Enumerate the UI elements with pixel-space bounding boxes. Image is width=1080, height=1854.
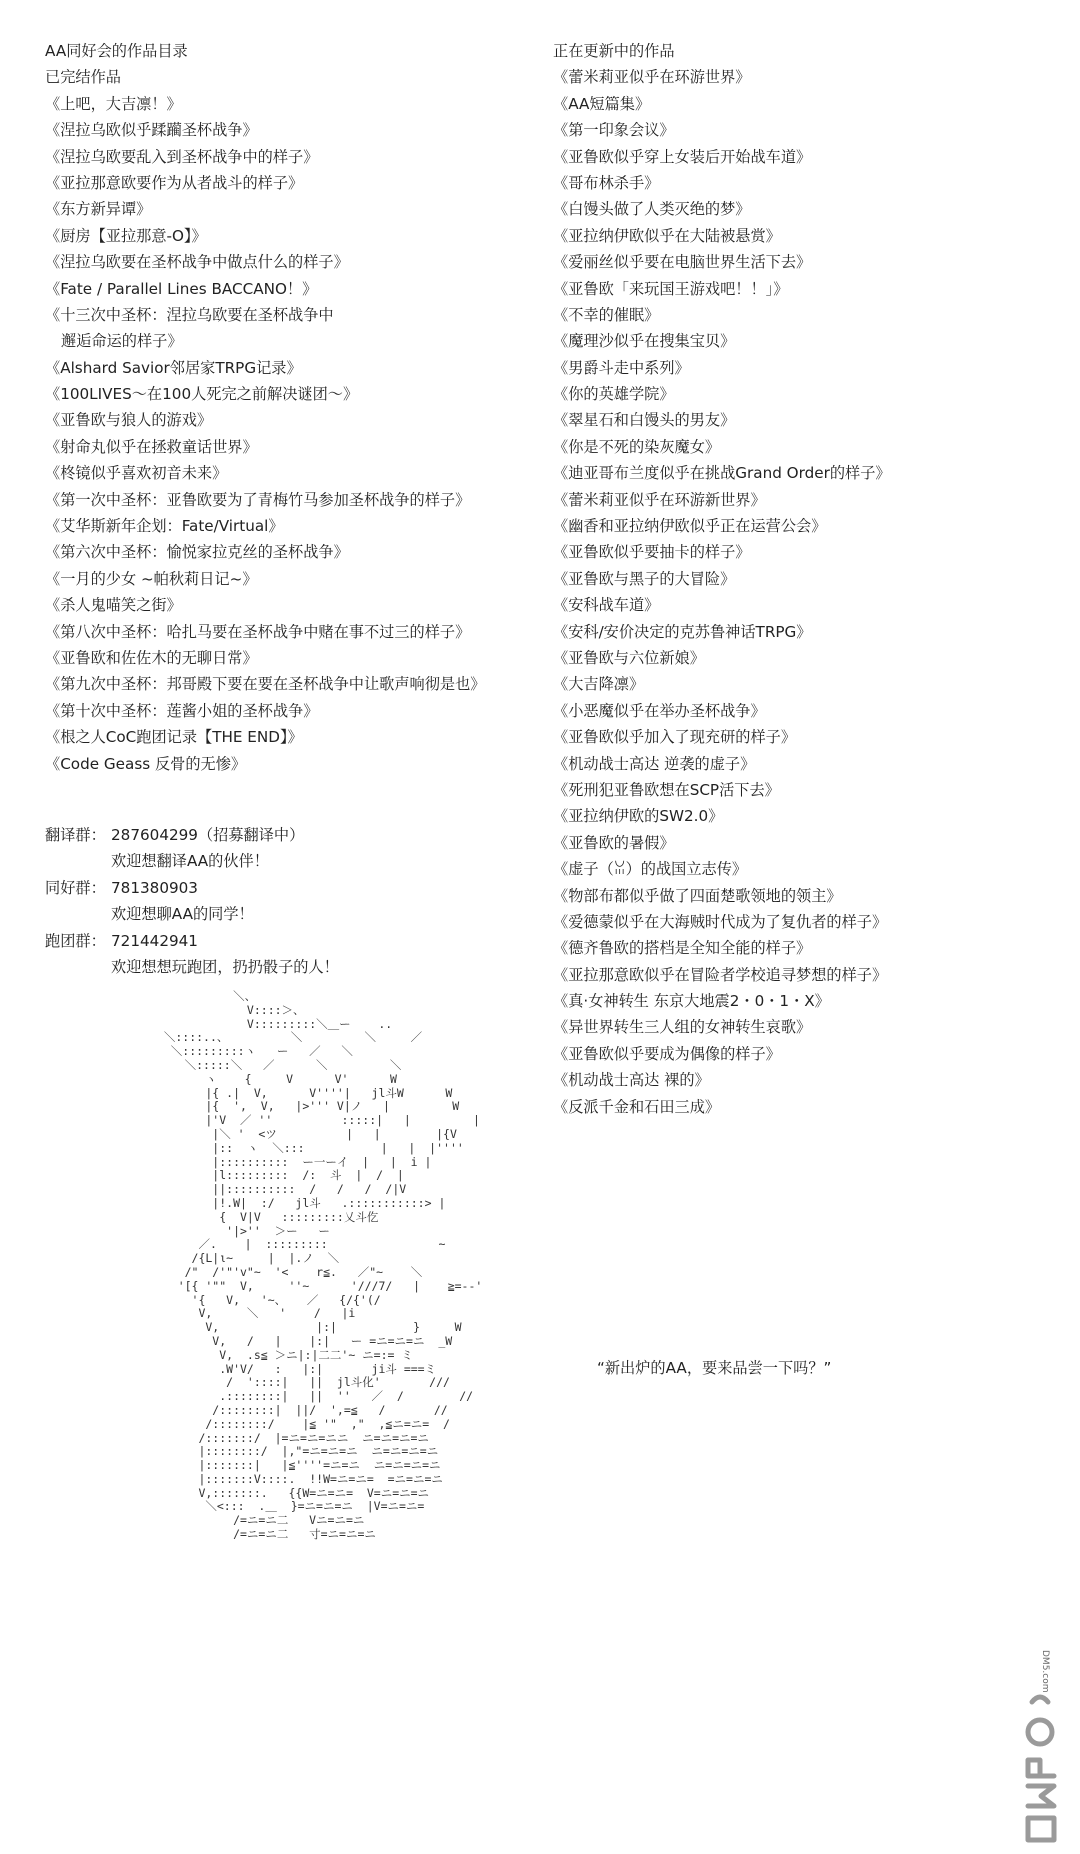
run-group-row [45,928,339,954]
list-item: 《亚鲁欧似乎加入了现充研的样子》 [553,728,796,747]
list-item: 《亚鲁欧与黑子的大冒险》 [553,569,736,588]
group-info [45,822,339,980]
ongoing-header: 正在更新中的作品 [553,42,675,60]
list-item: 《虚子（ꈍ）的战国立志传》 [553,860,748,879]
list-item: 《一月的少女 ~帕秋莉日记~》 [45,569,258,588]
list-item: 《100LIVES～在100人死完之前解决谜团～》 [45,385,359,404]
list-item: 《亚拉纳伊欧的SW2.0》 [553,807,724,826]
list-item: 《不幸的催眠》 [553,305,660,324]
list-item: 《柊镜似乎喜欢初音未来》 [45,464,228,483]
list-item: 《涅拉乌欧要在圣杯战争中做点什么的样子》 [45,253,349,272]
list-item: 《蕾米莉亚似乎在环游世界》 [553,68,751,87]
ascii-art-figure: ＼、 V::::＞、 V:::::::::＼＿ー .. ＼::::..、 ＼ ＼ ／ ＼:::::::::ヽ ー ／ ＼ ＼:::::＼ ／ ＼ ＼ ヽ { V V' W |{ .| V, V''''| jl斗W W |{ ', V, |>''' V|ノ | W |'V ／ '' :::::| | | |＼ ' <ツ | | |{V |:: ヽ ＼::: | | |'''' |:::::::::: ー一ーイ | | i | |l::::::::: /: 斗 | / | ||:::::::::: / / / /|V |!.W| :/ jl斗 .:::::::::::> | { V|V :::::::::乂斗仡 '|>'' ＞ー ー ／. | ::::::::: ~ /{L|ι~ | |.ノ ＼ /" /'"'v"~ '< r≦. ／"~ ＼ '[{ '"" V, ''~ '///7/ | ≧=--' '{ V, '~、 ／ {/{'(/ V, ＼ ' / |i V, |:| } W V, / | |:| ー =ニ=ニ=ニ _W V, .s≦ ＞ニ|:|二二'~ ニ=:= ミ .W'V/ : |:| ji斗 ===ミ / '::::| || jl斗化' /// .::::::::| || '' ／ / // /::::::::| ||/ ',=≦ / // /::::::::/ |≦ '" ," ,≦ニ=ニ= / /:::::::/ |=ニ=ニ=ニニ ニ=ニ=ニ=ニ |::::::::/ |,"=ニ=ニ=ニ ニ=ニ=ニ=ニ |:::::::| |≦''''=ニ=ニ ニ=ニ=ニ=ニ |:::::::V::::. !!W=ニ=ニ= =ニ=ニ=ニ V,:::::::. {{W=ニ=ニ= V=ニ=ニ=ニ ＼<::: .＿ }=ニ=ニ=ニ |V=ニ=ニ= /=ニ=ニ二 Vニ=ニ=ニ /=ニ=ニ二 寸=ニ=ニ=ニ [163,989,483,1542]
list-item: 《亚鲁欧和佐佐木的无聊日常》 [45,648,258,667]
list-item: 《你的英雄学院》 [553,385,675,404]
list-header: AA同好会的作品目录 [45,42,188,60]
list-item: 《涅拉乌欧要乱入到圣杯战争中的样子》 [45,147,319,166]
list-item: 《Code Geass 反骨的无惨》 [45,754,247,773]
list-item: 《上吧，大吉凛！》 [45,94,182,113]
speech-quote: “新出炉的AA，要来品尝一下吗？” [597,1359,832,1377]
list-item: 《亚鲁欧似乎要成为偶像的样子》 [553,1044,781,1063]
completed-works-column [45,38,535,777]
completed-label: 已完结作品 [45,68,121,87]
list-item: 邂逅命运的样子》 [61,332,183,351]
list-item: 《涅拉乌欧似乎蹂躏圣杯战争》 [45,121,258,140]
list-item: 《真·女神转生 东京大地震2・0・1・X》 [553,992,830,1011]
list-item: 《哥布林杀手》 [553,173,660,192]
list-item: 《小恶魔似乎在举办圣杯战争》 [553,701,766,720]
list-item: 《亚鲁欧似乎穿上女装后开始战车道》 [553,147,812,166]
fans-group-label: 同好群： [45,878,106,897]
ongoing-list [553,64,1053,1120]
list-item: 《亚鲁欧与狼人的游戏》 [45,411,213,430]
list-item: 《第六次中圣杯：愉悦家拉克丝的圣杯战争》 [45,543,349,562]
list-item: 《爱丽丝似乎要在电脑世界生活下去》 [553,253,812,272]
watermark-text: DM5.com [1040,1650,1050,1693]
list-item: 《亚鲁欧「来玩国王游戏吧！！」》 [553,279,789,298]
list-item: 《大吉降凛》 [553,675,645,694]
list-item: 《德齐鲁欧的搭档是全知全能的样子》 [553,939,812,958]
list-item: 《反派千金和石田三成》 [553,1097,721,1116]
list-item: 《异世界转生三人组的女神转生哀歌》 [553,1018,812,1037]
list-item: 《安科战车道》 [553,596,660,615]
fans-group-row [45,875,339,901]
list-item: 《亚拉那意欧似乎在冒险者学校追寻梦想的样子》 [553,965,888,984]
list-item: 《东方新异谭》 [45,200,152,219]
list-item: 《第十次中圣杯：莲酱小姐的圣杯战争》 [45,701,319,720]
list-item: 《爱德蒙似乎在大海贼时代成为了复仇者的样子》 [553,912,888,931]
list-item: 《亚鲁欧的暑假》 [553,833,675,852]
list-item: 《幽香和亚拉纳伊欧似乎正在运营公会》 [553,517,827,536]
list-item: 《第九次中圣杯：邦哥殿下要在要在圣杯战争中让歌声响彻是也》 [45,675,486,694]
list-item: 《亚拉纳伊欧似乎在大陆被悬赏》 [553,226,781,245]
list-item: 《AA短篇集》 [553,94,651,113]
list-item: 《第八次中圣杯：哈扎马要在圣杯战争中赌在事不过三的样子》 [45,622,471,641]
fans-group-number: 781380903 [111,878,198,897]
list-item: 《亚拉那意欧要作为从者战斗的样子》 [45,173,304,192]
list-item: 《安科/安价决定的克苏鲁神话TRPG》 [553,622,812,641]
list-item: 《第一次中圣杯：亚鲁欧要为了青梅竹马参加圣杯战争的样子》 [45,490,471,509]
list-item: 《第一印象会议》 [553,121,675,140]
list-item: 《亚鲁欧与六位新娘》 [553,648,705,667]
list-item: 《亚鲁欧似乎要抽卡的样子》 [553,543,751,562]
list-item: 《迪亚哥布兰度似乎在挑战Grand Order的样子》 [553,464,891,483]
list-item: 《杀人鬼喵笑之街》 [45,596,182,615]
list-item: 《射命丸似乎在拯救童话世界》 [45,437,258,456]
list-item: 《物部布都似乎做了四面楚歌领地的领主》 [553,886,842,905]
translate-group-note: 欢迎想翻译AA的伙伴！ [111,852,269,871]
run-group-number: 721442941 [111,931,198,950]
list-item: 《根之人CoC跑团记录【THE END】》 [45,728,303,747]
list-item: 《艾华斯新年企划：Fate/Virtual》 [45,517,284,536]
list-item: 《蕾米莉亚似乎在环游新世界》 [553,490,766,509]
fans-group-note: 欢迎想聊AA的同学！ [111,905,254,924]
list-item: 《男爵斗走中系列》 [553,358,690,377]
list-item: 《机动战士高达 裸的》 [553,1071,710,1090]
ongoing-works-column [553,38,1053,1120]
translate-group-label: 翻译群： [45,826,106,844]
list-item: 《你是不死的染灰魔女》 [553,437,721,456]
list-item: 《死刑犯亚鲁欧想在SCP活下去》 [553,780,780,799]
list-item: 《厨房【亚拉那意-O】》 [45,226,207,245]
run-group-label: 跑团群： [45,931,106,950]
list-item: 《白馒头做了人类灭绝的梦》 [553,200,751,219]
list-item: 《魔理沙似乎在搜集宝贝》 [553,332,736,351]
list-item: 《十三次中圣杯：涅拉乌欧要在圣杯战争中 [45,305,334,324]
list-item: 《Fate / Parallel Lines BACCANO！》 [45,279,318,298]
list-item: 《翠星石和白馒头的男友》 [553,411,736,430]
translate-group-row [45,822,339,848]
translate-group-number: 287604299（招募翻译中） [111,826,305,844]
run-group-note: 欢迎想想玩跑团，扔扔骰子的人！ [111,957,339,976]
completed-list [45,91,535,777]
list-item: 《Alshard Savior邻居家TRPG记录》 [45,358,302,377]
list-item: 《机动战士高达 逆袭的虚子》 [553,754,756,773]
